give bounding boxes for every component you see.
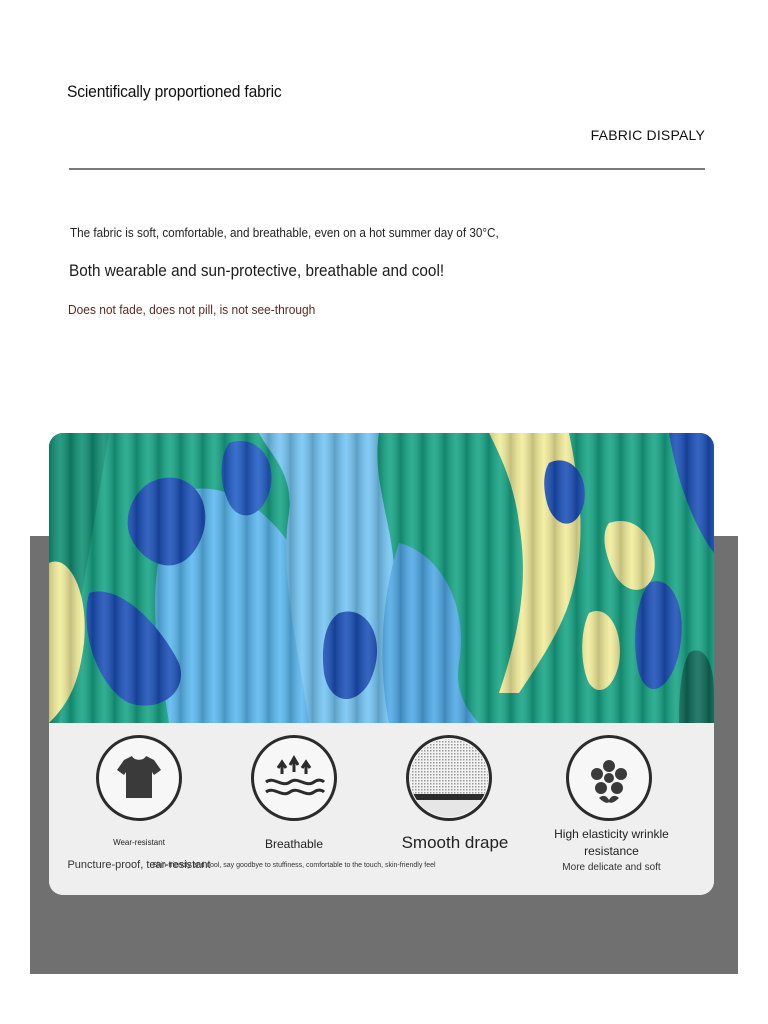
tshirt-icon xyxy=(96,735,182,821)
feature-smooth-drape xyxy=(375,723,535,895)
page-title: Scientifically proportioned fabric xyxy=(67,82,282,101)
feature-desc: Skin-friendly and cool, say goodbye to stuffiness, comfortable to the touch, skin-friendly feel xyxy=(152,862,436,869)
feature-desc: More delicate and soft xyxy=(562,862,661,873)
intro-line-2: Both wearable and sun-protective, breathable and cool! xyxy=(69,261,445,280)
feature-wear-resistant xyxy=(59,723,219,895)
fabric-photo xyxy=(49,433,714,723)
intro-line-1: The fabric is soft, comfortable, and breathable, even on a hot summer day of 30°C, xyxy=(70,225,499,240)
feature-name: Wear-resistant xyxy=(113,838,165,847)
feature-name: Smooth drape xyxy=(401,833,509,852)
intro-line-3: Does not fade, does not pill, is not see-through xyxy=(68,302,316,317)
section-label: FABRIC DISPALY xyxy=(590,127,705,143)
divider xyxy=(69,168,705,170)
feature-desc: Puncture-proof, tear-resistant xyxy=(67,859,211,871)
feature-name: Breathable xyxy=(264,837,324,851)
drape-mesh-icon xyxy=(406,735,492,821)
feature-name: High elasticity wrinkle resistance xyxy=(554,827,669,858)
breathable-waves-icon xyxy=(251,735,337,821)
feature-row xyxy=(49,723,714,895)
fabric-card xyxy=(49,433,714,895)
feature-breathable xyxy=(152,723,436,895)
feature-elasticity xyxy=(529,723,689,895)
flower-icon xyxy=(566,735,652,821)
